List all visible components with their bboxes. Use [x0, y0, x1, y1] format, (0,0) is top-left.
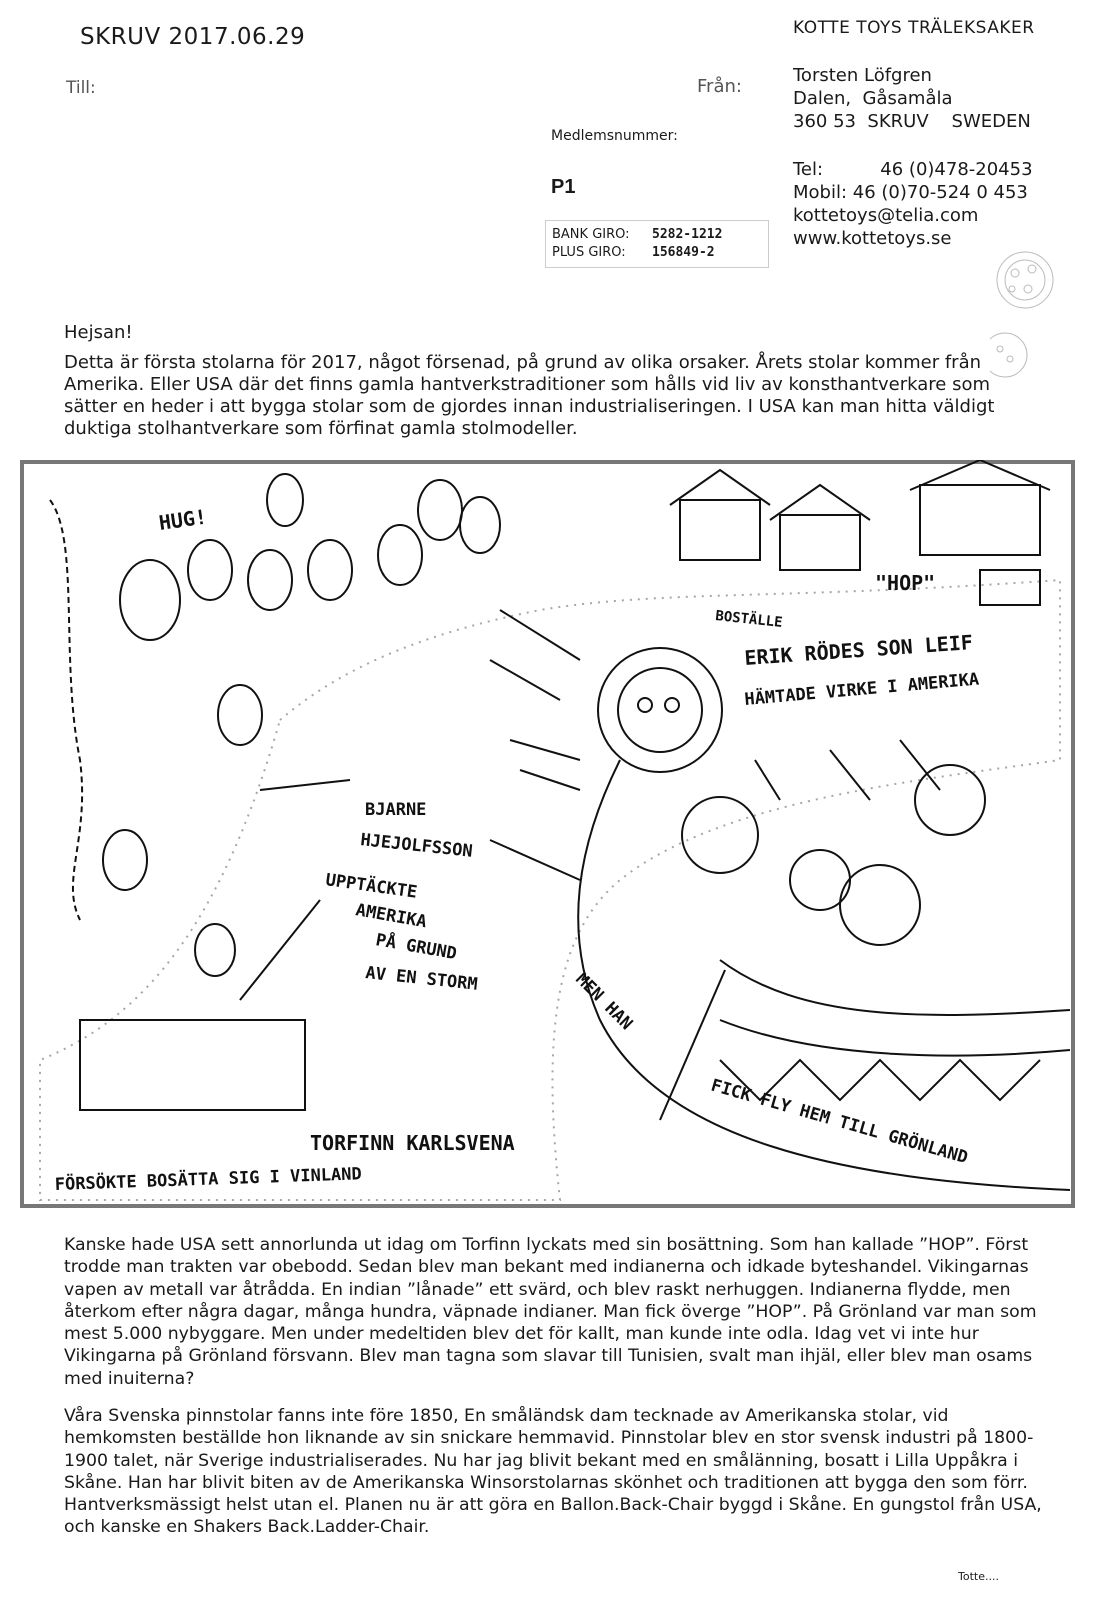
member-number-label: Medlemsnummer:	[551, 128, 678, 144]
cartoon-bjarne-6: AV EN STORM	[364, 963, 479, 995]
cartoon-bjarne-2: HJEJOLFSSON	[359, 830, 474, 862]
fran-label: Från:	[697, 76, 742, 97]
cartoon-erik-1: ERIK RÖDES SON LEIF	[743, 630, 974, 670]
cartoon-hug: HUG!	[157, 504, 209, 535]
intro-paragraph: Detta är första stolarna för 2017, något försenad, på grund av olika orsaker. Årets stolar kommer från Amerika. Eller USA där det finns gamla hantverkstraditioner som hålls vid liv av konsthantverkare som sätter en heder i att bygga stolar som de gjordes innan industrialiseringen. I USA kan man hitta väldigt duktiga stolhantverkare som förfinat gamla stolmodeller.	[64, 352, 995, 439]
cartoon-torfinn: TORFINN KARLSVENA	[310, 1131, 515, 1155]
member-number: P1	[551, 176, 576, 198]
cartoon-hop: "HOP"	[875, 571, 936, 595]
sender-contact	[793, 158, 1033, 250]
cartoon-bjarne-4: AMERIKA	[354, 900, 429, 933]
email: kottetoys@telia.com	[793, 205, 979, 226]
viking-cartoon-illustration	[20, 460, 1075, 1208]
plus-giro-label: PLUS GIRO:	[552, 245, 626, 260]
telephone: Tel: 46 (0)478-20453	[793, 159, 1033, 180]
address-line-2: 360 53 SKRUV SWEDEN	[793, 111, 1031, 132]
sender-address	[793, 64, 1031, 133]
cartoon-bjarne-5: PÅ GRUND	[374, 930, 459, 965]
cartoon-bostalle: BOSTÄLLE	[714, 608, 784, 632]
address-line-1: Dalen, Gåsamåla	[793, 88, 953, 109]
cartoon-bjarne-1: BJARNE	[365, 800, 427, 820]
body-paragraph-1: Kanske hade USA sett annorlunda ut idag om Torfinn lyckats med sin bosättning. Som han kallade ”HOP”. Först trodde man trakten var obebodd. Sedan blev man bekant med indianerna och idkade byteshandel. Vikingarnas vapen av metall var åtrådda. En indian ”lånade” ett svärd, och blev raskt nerhuggen. Indianerna flydde, men återkom efter några dagar, många hundra, väpnade indianer. Man fick överge ”HOP”. På Grönland var man som mest 5.000 nybyggare. Men under medeltiden blev det för kallt, man kunde inte odla. Idag vet vi inte hur Vikingarna på Grönland försvann. Blev man tagna som slavar till Tunisien, svalt man ihjäl, eller blev man osams med inuiterna?	[64, 1235, 1037, 1389]
signoff: Totte....	[958, 1570, 999, 1583]
website: www.kottetoys.se	[793, 228, 952, 249]
greeting: Hejsan!	[64, 322, 133, 343]
cartoon-men-han: MEN HAN	[571, 969, 637, 1035]
company-name: KOTTE TOYS TRÄLEKSAKER	[793, 18, 1035, 38]
bank-giro-value: 5282-1212	[652, 227, 723, 242]
mobile: Mobil: 46 (0)70-524 0 453	[793, 182, 1028, 203]
cartoon-erik-2: HÄMTADE VIRKE I AMERIKA	[743, 669, 980, 710]
contact-person: Torsten Löfgren	[793, 65, 932, 86]
body-paragraph-2: Våra Svenska pinnstolar fanns inte före 1850, En småländsk dam tecknade av Amerikanska stolar, vid hemkomsten beställde hon liknande av sin snickare hemmavid. Pinnstolar blev en stor svensk industri på 1800-1900 talet, när Sverige industrialiserades. Nu har jag blivit bekant med en smålänning, bosatt i Lilla Uppåkra i Skåne. Han har blivit biten av de Amerikanska Winsorstolarnas skönhet och traditionen att bygga den som förr. Hantverksmässigt helst utan el. Planen nu är att göra en Ballon.Back-Chair byggd i Skåne. En gungstol från USA, och kanske en Shakers Back.Ladder-Chair.	[64, 1406, 1042, 1538]
cartoon-bjarne-3: UPPTÄCKTE	[324, 870, 419, 903]
giro-box	[545, 220, 769, 268]
plus-giro-value: 156849-2	[652, 245, 715, 260]
bank-giro-label: BANK GIRO:	[552, 227, 630, 242]
till-label: Till:	[66, 78, 96, 98]
letter-header-title: SKRUV 2017.06.29	[80, 24, 306, 50]
cartoon-fick-fly: FICK FLY HEM TILL GRÖNLAND	[708, 1075, 970, 1169]
cartoon-forsokte: FÖRSÖKTE BOSÄTTA SIG I VINLAND	[54, 1164, 363, 1195]
